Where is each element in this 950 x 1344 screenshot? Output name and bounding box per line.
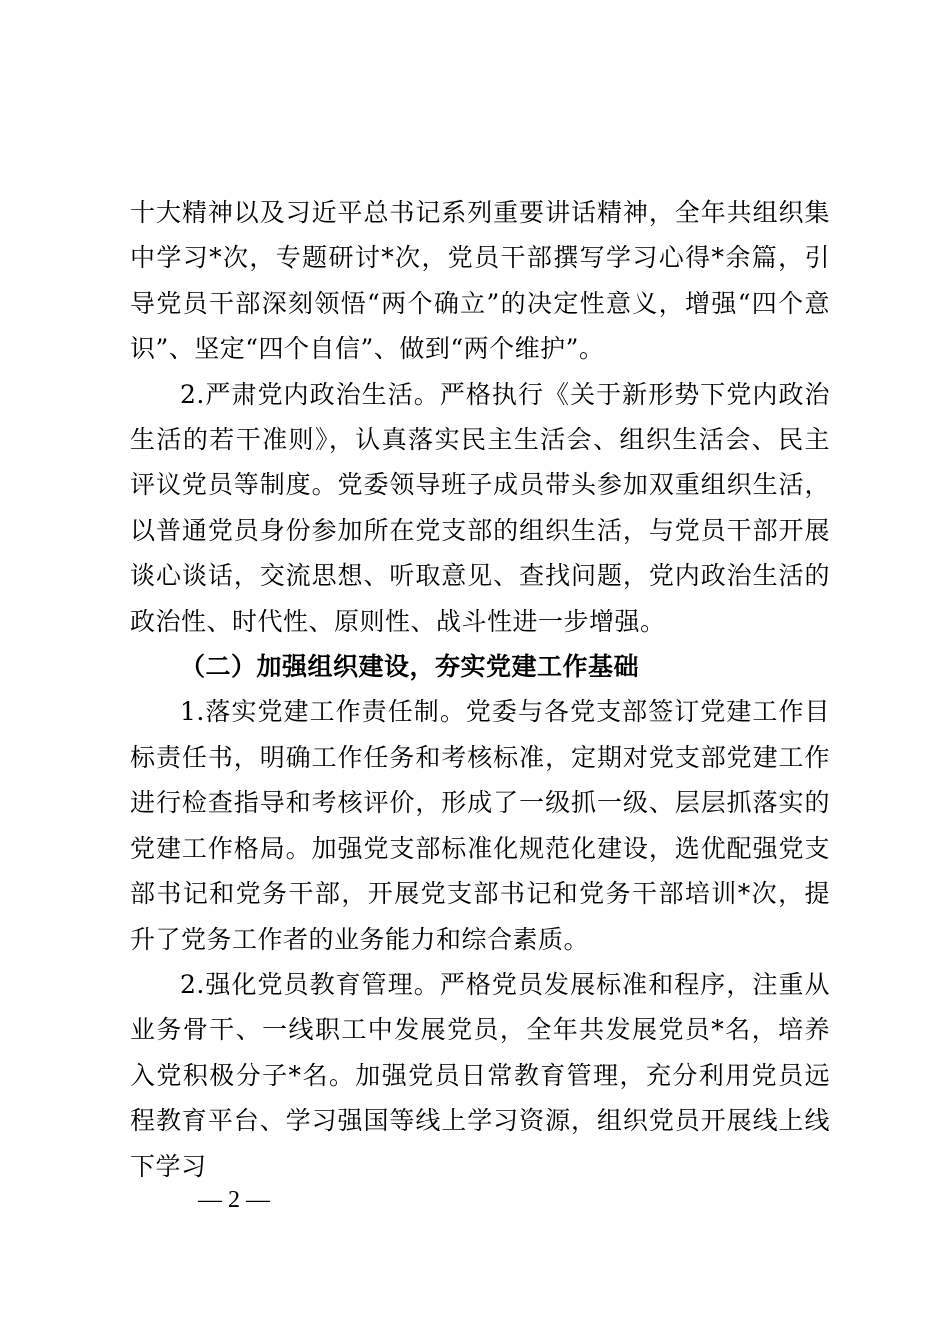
document-body bbox=[130, 190, 830, 1189]
page-number: — 2 — bbox=[198, 1187, 270, 1213]
paragraph-member-education: 2.强化党员教育管理。严格党员发展标准和程序，注重从业务骨干、一线职工中发展党员，全年共发展党员*名，培养入党积极分子*名。加强党员日常教育管理，充分利用党员远程教育平台、学习强国等线上学习资源，组织党员开展线上线下学习 bbox=[130, 969, 830, 1181]
paragraph-political-life: 2.严肃党内政治生活。严格执行《关于新形势下党内政治生活的若干准则》，认真落实民主生活会、组织生活会、民主评议党员等制度。党委领导班子成员带头参加双重组织生活，以普通党员身份参加所在党支部的组织生活，与党员干部开展谈心谈话，交流思想、听取意见、查找问题，党内政治生活的政治性、时代性、原则性、战斗性进一步增强。 bbox=[130, 379, 830, 636]
paragraph-continuation: 十大精神以及习近平总书记系列重要讲话精神，全年共组织集中学习*次，专题研讨*次，党员干部撰写学习心得*余篇，引导党员干部深刻领悟“两个确立”的决定性意义，增强“四个意识”、坚定“四个自信”、做到“两个维护”。 bbox=[130, 198, 830, 364]
document-page bbox=[130, 0, 830, 1344]
paragraph-responsibility-system: 1.落实党建工作责任制。党委与各党支部签订党建工作目标责任书，明确工作任务和考核标准，定期对党支部党建工作进行检查指导和考核评价，形成了一级抓一级、层层抓落实的党建工作格局。加强党支部标准化规范化建设，选优配强党支部书记和党务干部，开展党支部书记和党务干部培训*次，提升了党务工作者的业务能力和综合素质。 bbox=[130, 697, 830, 954]
section-heading-organization: （二）加强组织建设，夯实党建工作基础 bbox=[180, 652, 640, 682]
